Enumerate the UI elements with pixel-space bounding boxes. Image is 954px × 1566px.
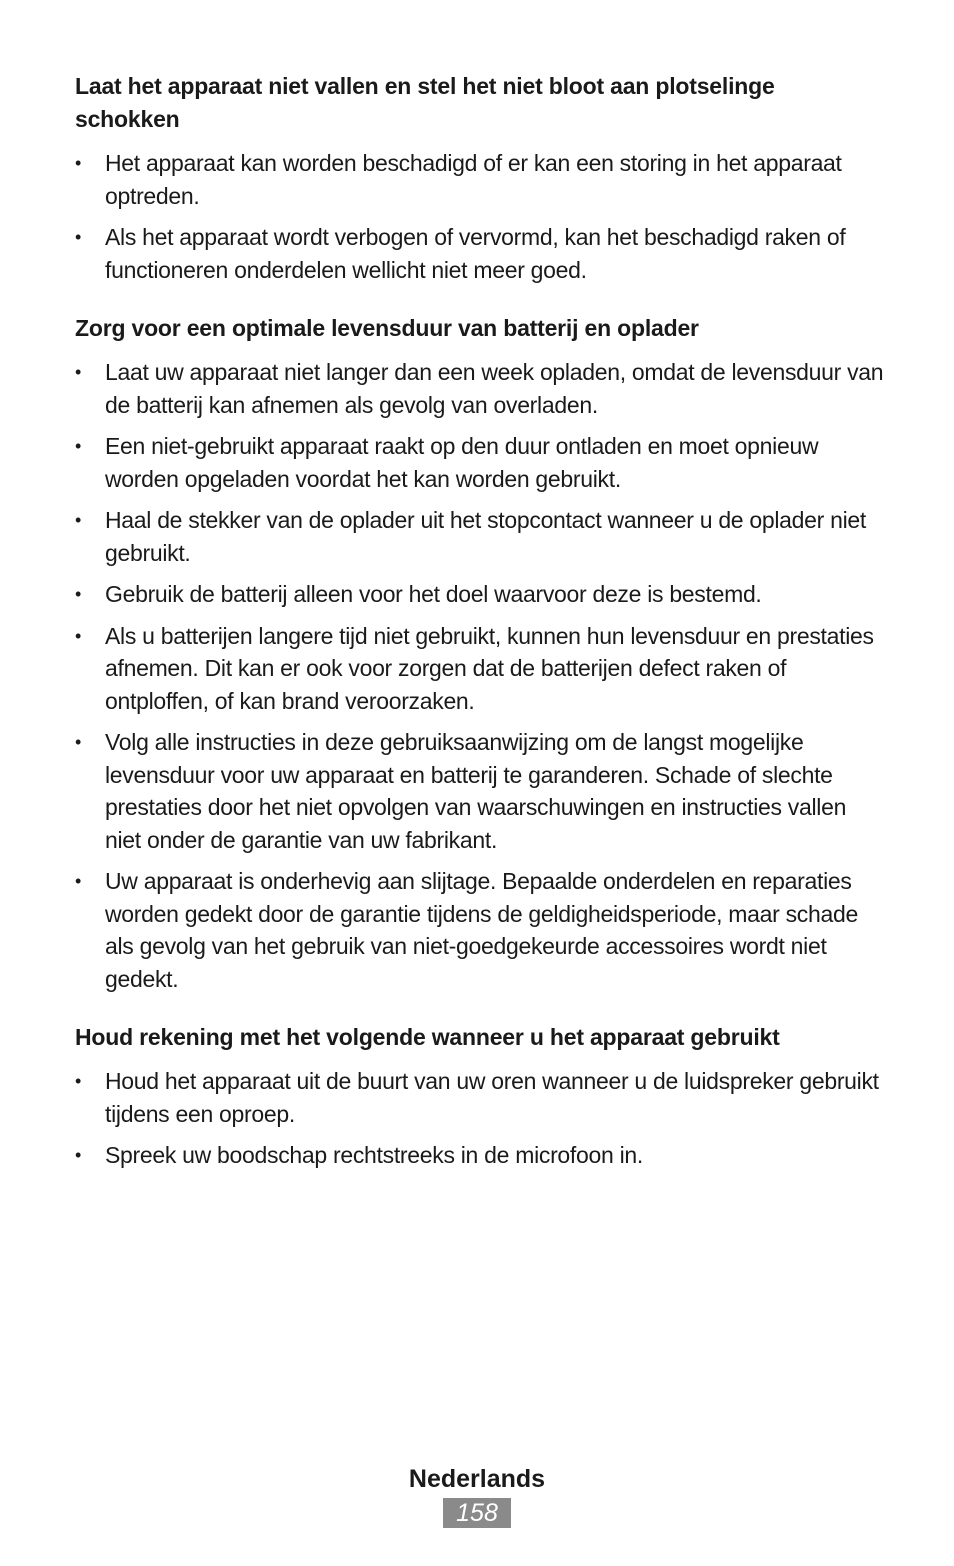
footer-language: Nederlands xyxy=(408,1465,546,1493)
bullet-text: Een niet-gebruikt apparaat raakt op den duur ontladen en moet opnieuw worden opgeladen voordat het kan worden gebruikt. xyxy=(105,433,819,492)
bullet-icon: • xyxy=(75,584,82,604)
bullet-icon: • xyxy=(75,871,82,891)
bullet-icon: • xyxy=(75,153,82,173)
bullet-icon: • xyxy=(75,732,82,752)
section-heading: Zorg voor een optimale levensduur van batterij en oplader xyxy=(75,315,699,341)
bullet-icon: • xyxy=(75,227,82,247)
section-heading: Laat het apparaat niet vallen en stel het niet bloot aan plotselinge schokken xyxy=(75,73,775,132)
list-item xyxy=(75,356,885,421)
page-number: 158 xyxy=(443,1498,511,1528)
section-battery-life xyxy=(75,312,885,995)
list-item xyxy=(75,620,885,718)
bullet-text: Houd het apparaat uit de buurt van uw oren wanneer u de luidspreker gebruikt tijdens een oproep. xyxy=(105,1068,879,1127)
bullet-icon: • xyxy=(75,436,82,456)
bullet-list xyxy=(75,1065,885,1172)
bullet-icon: • xyxy=(75,625,82,646)
bullet-text: Haal de stekker van de oplader uit het stopcontact wanneer u de oplader niet gebruikt. xyxy=(105,507,866,566)
bullet-text: Gebruik de batterij alleen voor het doel waarvoor deze is bestemd. xyxy=(105,581,762,607)
section-drop-shock xyxy=(75,70,885,286)
bullet-text: Als u batterijen langere tijd niet gebruikt, kunnen hun levensduur en prestaties afnemen. Dit kan er ook voor zorgen dat de batterijen defect raken of ontploffen, of kan brand veroorzaken. xyxy=(105,622,874,714)
list-item xyxy=(75,578,885,611)
section-heading: Houd rekening met het volgende wanneer u het apparaat gebruikt xyxy=(75,1024,780,1050)
bullet-icon: • xyxy=(75,362,82,382)
list-item xyxy=(75,504,885,569)
bullet-icon: • xyxy=(75,1071,82,1091)
list-item xyxy=(75,1139,885,1172)
bullet-text: Uw apparaat is onderhevig aan slijtage. Bepaalde onderdelen en reparaties worden gedekt door de garantie tijdens de geldigheidsperiode, maar schade als gevolg van het gebruik van niet-goedgekeurde accessoires wordt niet gedekt. xyxy=(105,868,858,992)
bullet-icon: • xyxy=(75,510,82,530)
list-item xyxy=(75,430,885,495)
bullet-text: Het apparaat kan worden beschadigd of er kan een storing in het apparaat optreden. xyxy=(105,150,842,209)
page-footer xyxy=(0,1462,954,1528)
bullet-text: Als het apparaat wordt verbogen of vervormd, kan het beschadigd raken of functioneren onderdelen wellicht niet meer goed. xyxy=(105,224,846,283)
list-item xyxy=(75,221,885,286)
list-item xyxy=(75,726,885,856)
bullet-text: Volg alle instructies in deze gebruiksaanwijzing om de langst mogelijke levensduur voor uw apparaat en batterij te garanderen. Schade of slechte prestaties door het niet opvolgen van waarschuwingen en instructies vallen niet onder de garantie van uw fabrikant. xyxy=(105,729,847,853)
list-item xyxy=(75,865,885,995)
list-item xyxy=(75,147,885,212)
document-body xyxy=(75,70,885,1198)
section-usage xyxy=(75,1021,885,1172)
bullet-text: Spreek uw boodschap rechtstreeks in de microfoon in. xyxy=(105,1142,643,1168)
bullet-text: Laat uw apparaat niet langer dan een week opladen, omdat de levensduur van de batterij kan afnemen als gevolg van overladen. xyxy=(105,359,884,418)
bullet-icon: • xyxy=(75,1145,82,1165)
list-item xyxy=(75,1065,885,1130)
bullet-list xyxy=(75,147,885,286)
bullet-list xyxy=(75,356,885,995)
